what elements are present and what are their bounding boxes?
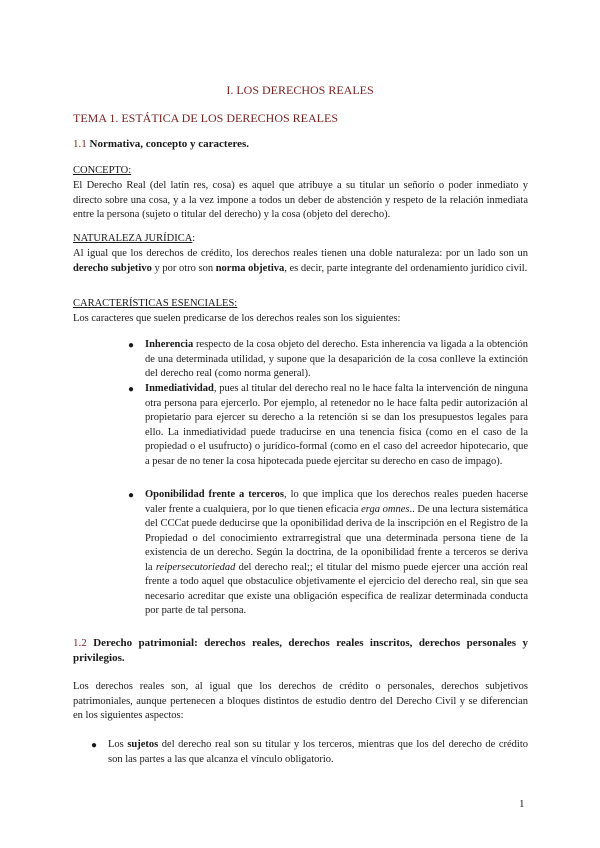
bullet-italic: reipersecutoriedad: [155, 561, 236, 573]
caracteristicas-intro: Los caracteres que suelen predicarse de los derechos reales son los siguientes:: [73, 313, 401, 324]
section-number: 1.1: [73, 138, 87, 150]
bullet-bold: sujetos: [127, 739, 159, 750]
naturaleza-heading: [73, 232, 195, 247]
section-1-2-paragraph: Los derechos reales son, al igual que los derechos de crédito o personales, derechos subjetivos patrimoniales, aunque pertenecen a bloques distintos de estudio dentro del Derecho Civil y se diferencian en los siguientes aspectos:: [73, 681, 528, 721]
naturaleza-text-2: y por otro son: [154, 262, 214, 274]
section-number: 1.2: [73, 637, 87, 649]
bullet-bold: Inherencia: [145, 339, 194, 350]
bullet-italic: erga omnes: [361, 503, 410, 515]
bullet-icon: ●: [128, 490, 135, 501]
section-title: Derecho patrimonial: derechos reales, derechos reales inscritos, derechos personales y privilegios.: [73, 637, 529, 664]
bullet-text: .. De una lectura sistemática del CCCat puede deducirse que la oponibilidad deriva de la inscripción en el Registro de la Propiedad o del conocimiento extrarregistral que una determinada persona tiene de la existencia de un derecho. Según la doctrina, de la oponibilidad frente a terceros se deriva la: [145, 503, 529, 573]
caracteristicas-heading: CARACTERÍSTICAS ESENCIALES:: [73, 298, 238, 309]
bullet-icon: ●: [91, 740, 98, 751]
page-number: 1: [519, 798, 525, 810]
part-title: I. LOS DERECHOS REALES: [226, 83, 374, 97]
bullet-icon: ●: [128, 340, 135, 351]
bullet-bold: Oponibilidad frente a terceros: [145, 489, 285, 500]
naturaleza-text-1: Al igual que los derechos de crédito, los derechos reales tienen una doble naturaleza: por un lado son un: [73, 248, 528, 259]
bullet-inherencia: [145, 338, 528, 382]
naturaleza-bold-2: norma objetiva: [215, 262, 285, 274]
naturaleza-text-3: , es decir, parte integrante del ordenamiento jurídico civil.: [284, 262, 528, 274]
section-heading-1-2: [73, 636, 528, 666]
bullet-text: , pues al titular del derecho real no le hace falta la intervención de ninguna otra persona para ejercerlo. Por ejemplo, al retenedor no le hace falta pedir autorización al propietario para ejercer su derecho a la retención si se dan los presupuestos legales para ello. La inmediatividad puede traducirse en una tenencia física (como en el caso de la propiedad o el usufructo) o jurídico-formal (como en el caso del acreedor hipotecario, que a pesar de no tener la cosa hipotecada puede ejercitar su derecho en caso de impago).: [145, 383, 528, 467]
concepto-heading: CONCEPTO:: [73, 165, 132, 176]
bullet-inmediatividad: [145, 382, 528, 469]
naturaleza-heading-text: NATURALEZA JURÍDICA: [73, 233, 193, 244]
bullet-oponibilidad: [145, 488, 528, 619]
bullet-text: , lo que implica que los derechos reales pueden hacerse valer frente a cualquiera, por lo que tienen eficacia: [145, 489, 528, 515]
bullet-text: del derecho real son su titular y los terceros, mientras que los del derecho de crédito son las partes a las que alcanza el vínculo obligatorio.: [108, 739, 528, 765]
bullet-sujetos: [108, 738, 528, 767]
section-title: Normativa, concepto y caracteres.: [89, 138, 250, 150]
naturaleza-paragraph: [73, 247, 528, 276]
bullet-text: del derecho real;; el titular del mismo puede ejercer una acción real frente a todo aquel que obstaculice objetivamente el ejercicio del derecho real, sin que sea necesario acreditar que existe una obligación específica de realizar determinada conducta por parte de tal persona.: [145, 561, 529, 616]
concepto-paragraph: El Derecho Real (del latín res, cosa) es aquel que atribuye a su titular un señorío o poder inmediato y directo sobre una cosa, y a la vez impone a todos un deber de abstención y respeto de la relación inmediata entre la persona (sujeto o titular del derecho) y la cosa (objeto del derecho).: [73, 180, 528, 220]
bullet-text: Los: [108, 739, 124, 750]
tema-title: TEMA 1. ESTÁTICA DE LOS DERECHOS REALES: [73, 111, 339, 125]
bullet-bold: Inmediatividad: [145, 383, 214, 394]
bullet-icon: ●: [128, 384, 135, 395]
bullet-text: respecto de la cosa objeto del derecho. Esta inherencia va ligada a la obtención de una determinada utilidad, y supone que la desaparición de la cosa conlleve la extinción del derecho real (como norma general).: [145, 339, 529, 379]
naturaleza-heading-colon: :: [192, 233, 196, 244]
naturaleza-bold-1: derecho subjetivo: [73, 262, 152, 274]
section-heading-1-1: [73, 137, 533, 152]
